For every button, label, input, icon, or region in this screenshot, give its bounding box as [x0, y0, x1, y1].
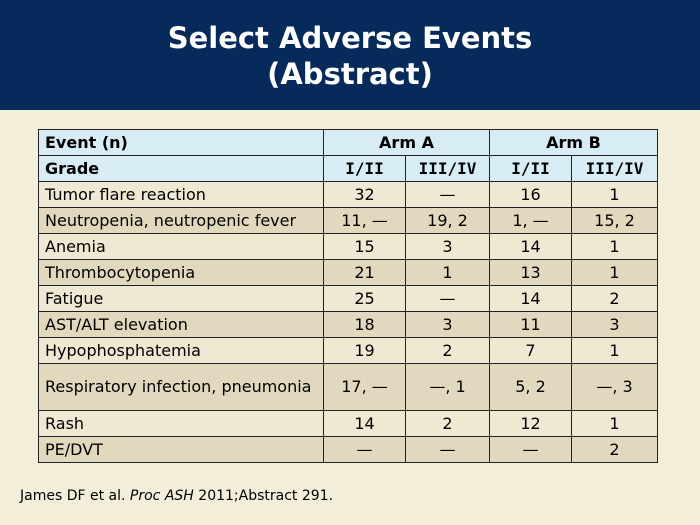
slide-title-line2: (Abstract) — [267, 57, 433, 91]
value-cell-a-12: 11, — — [324, 208, 406, 234]
event-name-cell: Fatigue — [39, 286, 324, 312]
event-name-cell: PE/DVT — [39, 437, 324, 463]
citation-authors: James DF et al. — [20, 488, 126, 504]
citation — [20, 488, 333, 504]
adverse-events-table-container — [38, 129, 657, 463]
table-row — [39, 338, 658, 364]
value-cell-b-12: 7 — [490, 338, 572, 364]
value-cell-a-12: 18 — [324, 312, 406, 338]
grade-arm-b-iii-iv: III/IV — [572, 156, 658, 182]
value-cell-b-12: 14 — [490, 286, 572, 312]
value-cell-a-12: 21 — [324, 260, 406, 286]
slide-title-line1: Select Adverse Events — [167, 21, 533, 55]
value-cell-b-12: 16 — [490, 182, 572, 208]
grade-arm-a-iii-iv: III/IV — [406, 156, 490, 182]
value-cell-a-34: 2 — [406, 338, 490, 364]
value-cell-b-34: 1 — [572, 338, 658, 364]
value-cell-b-12: 13 — [490, 260, 572, 286]
event-name-cell: Thrombocytopenia — [39, 260, 324, 286]
table-row — [39, 411, 658, 437]
event-name-cell: Rash — [39, 411, 324, 437]
table-row — [39, 364, 658, 411]
value-cell-a-12: — — [324, 437, 406, 463]
grade-arm-a-i-ii: I/II — [324, 156, 406, 182]
value-cell-a-12: 15 — [324, 234, 406, 260]
value-cell-a-34: — — [406, 286, 490, 312]
value-cell-a-12: 14 — [324, 411, 406, 437]
value-cell-b-34: 2 — [572, 286, 658, 312]
table-row — [39, 208, 658, 234]
citation-rest: 2011;Abstract 291. — [198, 488, 334, 504]
table-row — [39, 182, 658, 208]
value-cell-b-34: 3 — [572, 312, 658, 338]
table-body — [39, 182, 658, 463]
citation-journal: Proc ASH — [129, 488, 194, 504]
value-cell-a-12: 25 — [324, 286, 406, 312]
event-name-cell: Neutropenia, neutropenic fever — [39, 208, 324, 234]
event-name-cell: Hypophosphatemia — [39, 338, 324, 364]
value-cell-b-34: 1 — [572, 234, 658, 260]
value-cell-a-34: 19, 2 — [406, 208, 490, 234]
table-header-row — [39, 130, 658, 156]
table-row — [39, 286, 658, 312]
table-row — [39, 437, 658, 463]
value-cell-b-12: 14 — [490, 234, 572, 260]
table-row — [39, 234, 658, 260]
value-cell-b-12: 11 — [490, 312, 572, 338]
table-row — [39, 312, 658, 338]
slide-title — [0, 20, 700, 92]
value-cell-a-12: 19 — [324, 338, 406, 364]
value-cell-b-12: — — [490, 437, 572, 463]
value-cell-a-34: —, 1 — [406, 364, 490, 411]
value-cell-a-34: 3 — [406, 312, 490, 338]
value-cell-a-34: — — [406, 182, 490, 208]
value-cell-a-34: 2 — [406, 411, 490, 437]
header-arm-b: Arm B — [490, 130, 658, 156]
value-cell-b-34: 1 — [572, 260, 658, 286]
header-arm-a: Arm A — [324, 130, 490, 156]
event-name-cell: Anemia — [39, 234, 324, 260]
grade-arm-b-i-ii: I/II — [490, 156, 572, 182]
event-name-cell: Tumor flare reaction — [39, 182, 324, 208]
table-row — [39, 260, 658, 286]
value-cell-b-34: 1 — [572, 182, 658, 208]
value-cell-b-34: 1 — [572, 411, 658, 437]
event-name-cell: AST/ALT elevation — [39, 312, 324, 338]
grade-label: Grade — [39, 156, 324, 182]
event-name-cell: Respiratory infection, pneumonia — [39, 364, 324, 411]
value-cell-b-12: 12 — [490, 411, 572, 437]
value-cell-b-34: 15, 2 — [572, 208, 658, 234]
value-cell-a-12: 17, — — [324, 364, 406, 411]
slide-header — [0, 0, 700, 110]
header-event: Event (n) — [39, 130, 324, 156]
value-cell-a-12: 32 — [324, 182, 406, 208]
adverse-events-table — [38, 129, 658, 463]
value-cell-b-34: 2 — [572, 437, 658, 463]
value-cell-a-34: — — [406, 437, 490, 463]
value-cell-b-12: 1, — — [490, 208, 572, 234]
value-cell-a-34: 3 — [406, 234, 490, 260]
value-cell-b-34: —, 3 — [572, 364, 658, 411]
value-cell-b-12: 5, 2 — [490, 364, 572, 411]
value-cell-a-34: 1 — [406, 260, 490, 286]
table-grade-row — [39, 156, 658, 182]
